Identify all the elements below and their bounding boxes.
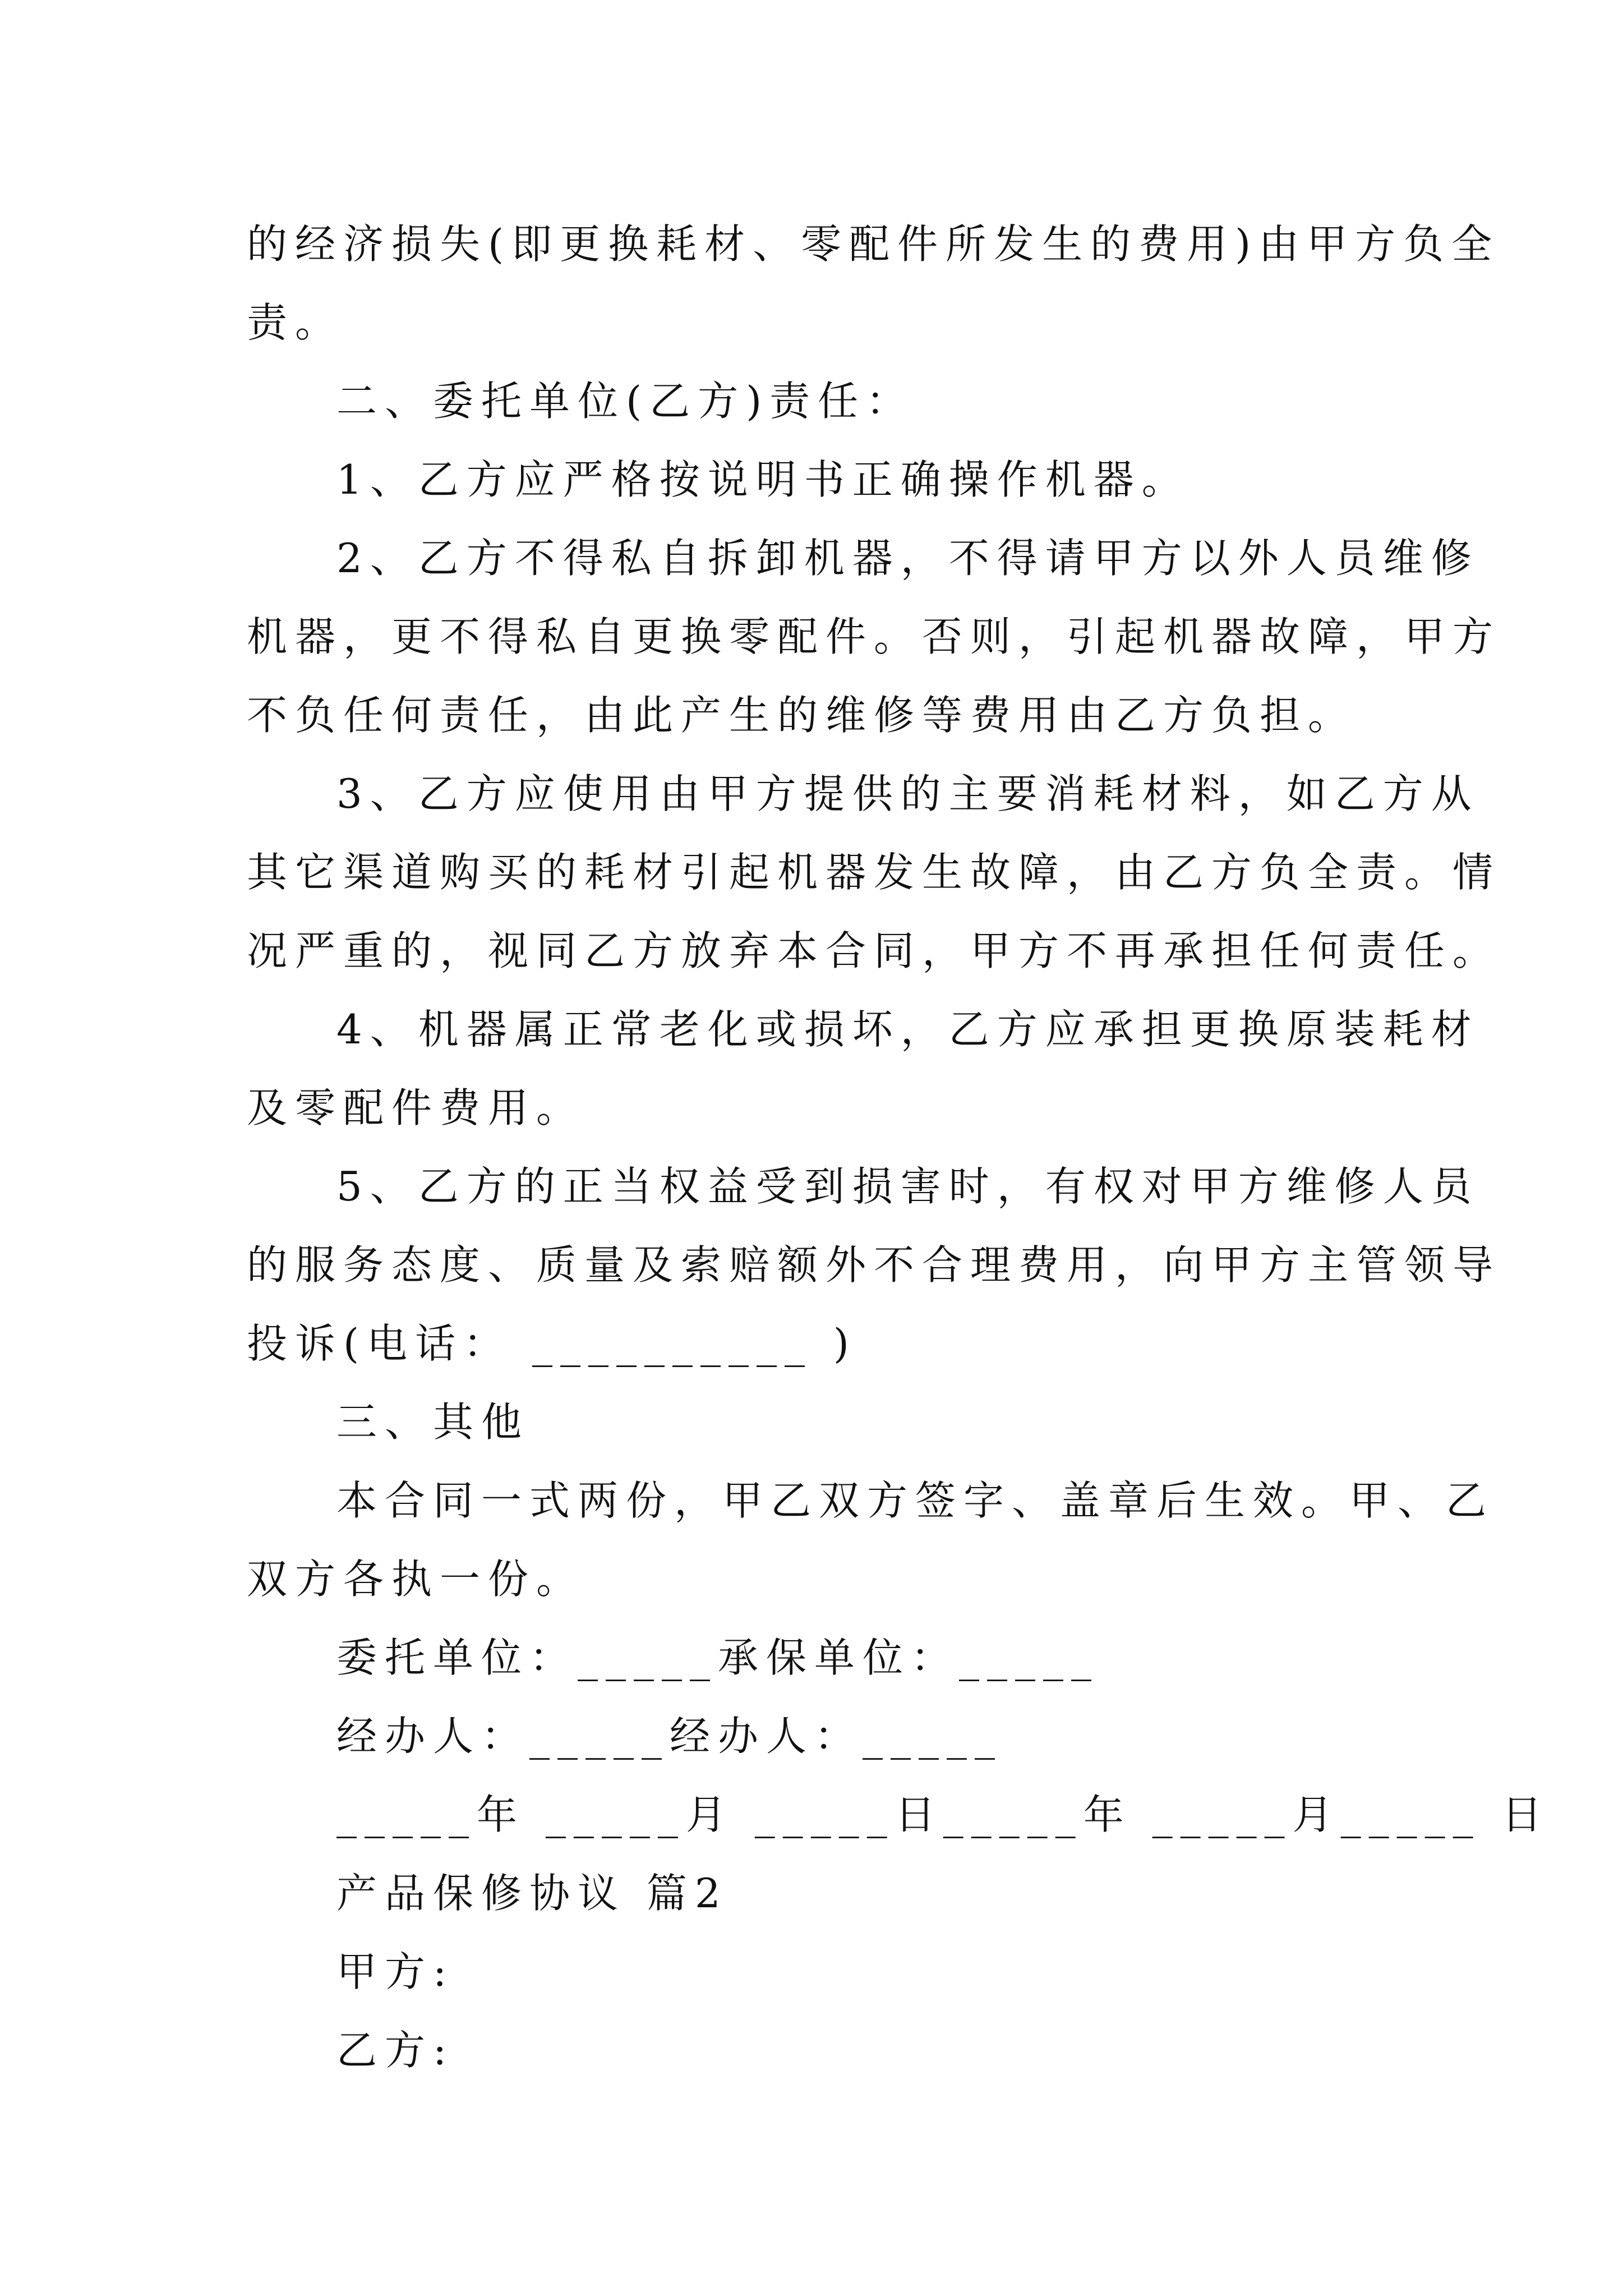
paragraph-line: 的经济损失(即更换耗材、零配件所发生的费用)由甲方负全: [247, 220, 1500, 268]
signature-unit-line: 委托单位：_____承保单位：_____: [336, 1634, 1100, 1681]
paragraph-line: 不负任何责任，由此产生的维修等费用由乙方负担。: [247, 692, 1357, 739]
party-b-line: 乙方:: [336, 2027, 455, 2074]
signature-agent-line: 经办人：_____经办人：_____: [336, 1713, 1003, 1760]
paragraph-line: 本合同一式两份，甲乙双方签字、盖章后生效。甲、乙: [336, 1477, 1495, 1524]
section-heading: 二、委托单位(乙方)责任：: [336, 378, 915, 425]
clause-line: 5、乙方的正当权益受到损害时，有权对甲方维修人员: [336, 1163, 1479, 1210]
clause-line: 1、乙方应严格按说明书正确操作机器。: [336, 456, 1190, 503]
signature-date-line: _____年 _____月 _____日_____年 _____月_____ 日: [336, 1791, 1550, 1838]
paragraph-line: 其它渠道购买的耗材引起机器发生故障，由乙方负全责。情: [247, 849, 1501, 896]
section-heading: 三、其他: [336, 1398, 530, 1446]
clause-line: 4、机器属正常老化或损坏，乙方应承担更换原装耗材: [336, 1006, 1479, 1053]
document-title: 产品保修协议 篇2: [336, 1870, 728, 1917]
paragraph-line: 机器，更不得私自更换零配件。否则，引起机器故障，甲方: [247, 613, 1501, 660]
paragraph-line: 况严重的，视同乙方放弃本合同，甲方不再承担任何责任。: [247, 927, 1501, 974]
paragraph-line: 责。: [247, 299, 344, 346]
party-a-line: 甲方:: [336, 1948, 455, 1995]
paragraph-line: 及零配件费用。: [247, 1084, 585, 1131]
clause-line: 2、乙方不得私自拆卸机器，不得请甲方以外人员维修: [336, 535, 1479, 582]
phone-line: 投诉(电话： __________ ): [247, 1320, 857, 1367]
paragraph-line: 的服务态度、质量及索赔额外不合理费用，向甲方主管领导: [247, 1241, 1501, 1289]
paragraph-line: 双方各执一份。: [247, 1556, 585, 1603]
clause-line: 3、乙方应使用由甲方提供的主要消耗材料，如乙方从: [336, 770, 1479, 817]
